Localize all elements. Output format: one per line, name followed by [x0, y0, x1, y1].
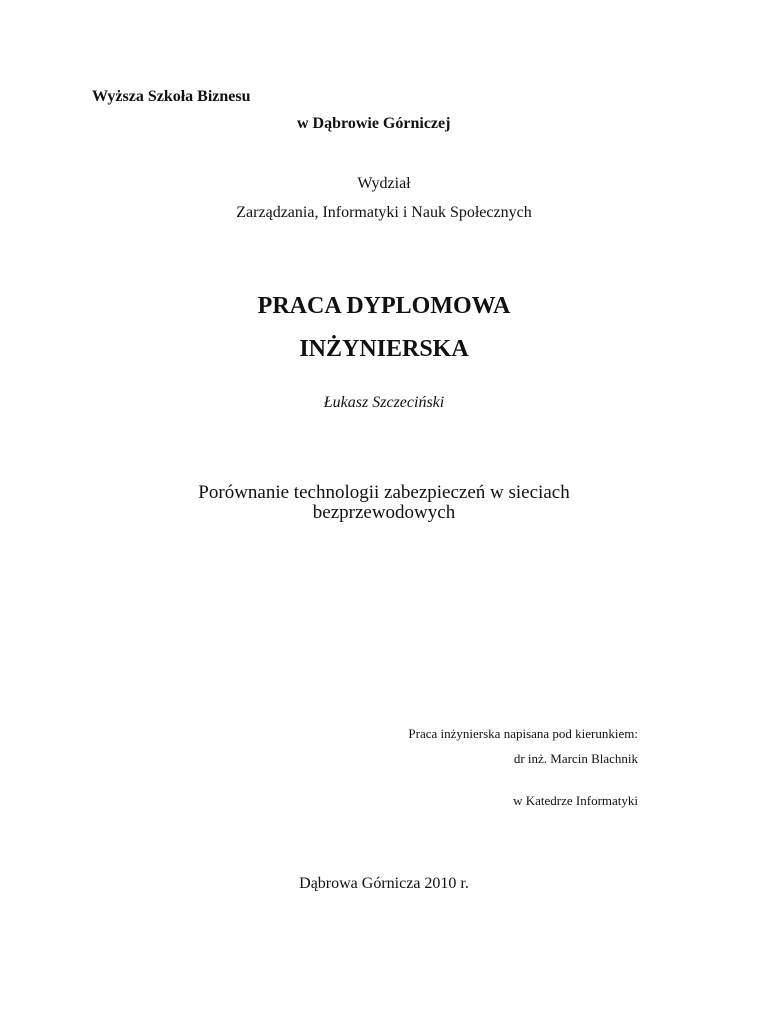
supervisor-name: dr inż. Marcin Blachnik	[513, 751, 638, 766]
thesis-type-heading: PRACA DYPLOMOWA	[257, 293, 511, 319]
supervision-intro: Praca inżynierska napisana pod kierunkiem:	[408, 726, 638, 741]
university-city: w Dąbrowie Górniczej	[297, 115, 451, 132]
faculty-label: Wydział	[357, 175, 411, 192]
university-name: Wyższa Szkoła Biznesu	[92, 88, 251, 105]
faculty-name: Zarządzania, Informatyki i Nauk Społecznych	[236, 204, 532, 221]
place-and-date: Dąbrowa Górnicza 2010 r.	[299, 875, 469, 892]
thesis-title-line-2: bezprzewodowych	[312, 502, 456, 523]
thesis-title-line-1: Porównanie technologii zabezpieczeń w sieciach	[198, 482, 570, 503]
thesis-type-subheading: INŻYNIERSKA	[299, 336, 469, 362]
department-name: w Katedrze Informatyki	[513, 793, 638, 808]
author-name: Łukasz Szczeciński	[323, 394, 445, 411]
